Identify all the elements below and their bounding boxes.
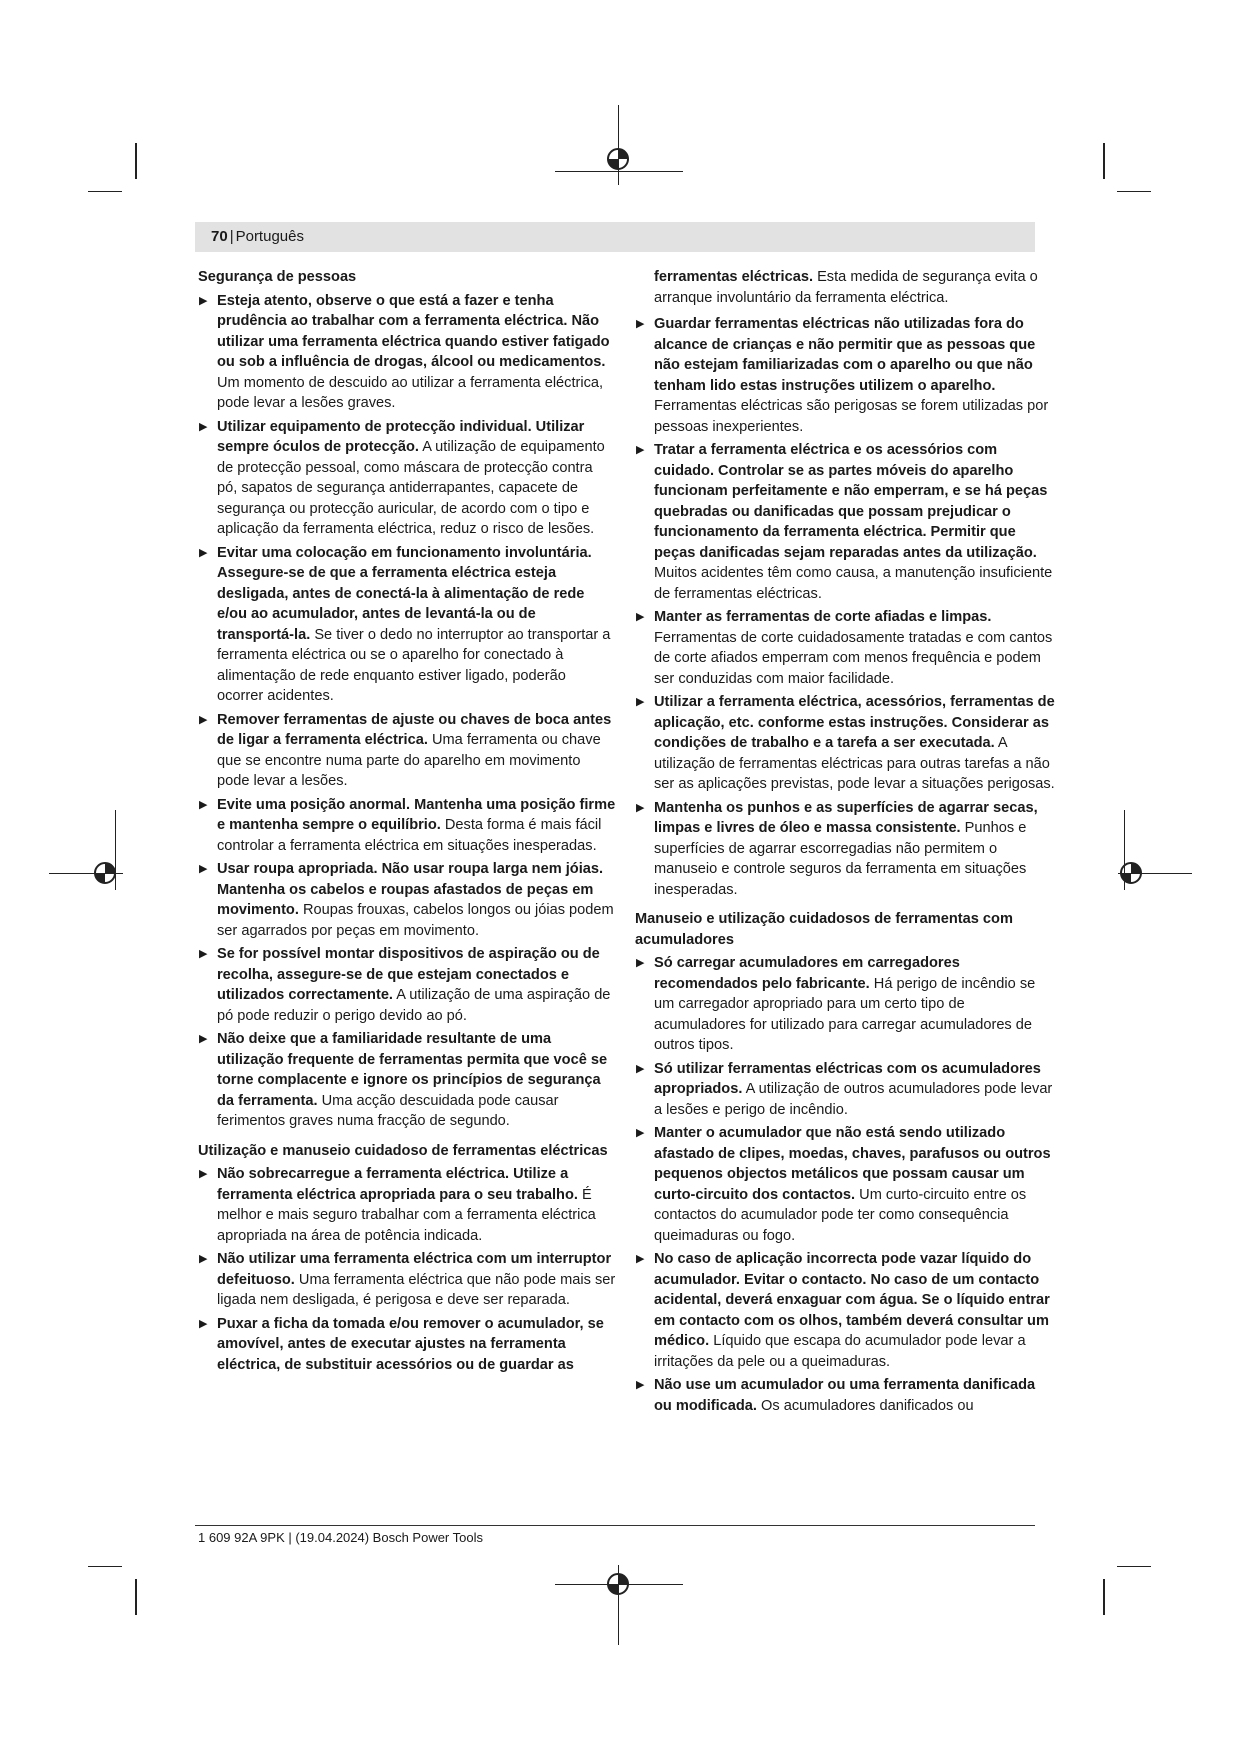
item-text: Um curto-circuito entre os contactos do acumulador pode ter como consequência queimaduras ou fogo. — [654, 1186, 1027, 1244]
bullet-triangle-icon: ▶ — [199, 1317, 208, 1330]
header-language: Português — [235, 228, 304, 245]
bullet-triangle-icon: ▶ — [199, 798, 208, 811]
crop-mark — [1117, 1566, 1151, 1567]
list-item — [198, 1249, 616, 1311]
item-bold-text: Utilizar a ferramenta eléctrica, acessórios, ferramentas de aplicação, etc. conforme estas instruções. Considerar as condições de trabalho e a tarefa a ser executada. — [654, 694, 1055, 751]
list-item — [198, 1314, 616, 1376]
item-text: Os acumuladores danificados ou — [756, 1397, 974, 1414]
list-item — [198, 1164, 616, 1246]
page-number: 70 — [211, 228, 228, 245]
bullet-triangle-icon: ▶ — [199, 948, 208, 960]
list-item — [198, 291, 616, 414]
registration-target-icon — [92, 860, 118, 886]
item-bold-text: Puxar a ficha da tomada e/ou remover o acumulador, se amovível, antes de executar ajustes na ferramenta eléctrica, de substituir acessórios ou de guardar as — [217, 1315, 604, 1373]
item-text: Ferramentas de corte cuidadosamente tratadas e com cantos de corte afiados emperram com menos frequência e podem ser conduzidas com maior facilidade. — [654, 629, 1053, 687]
bullet-triangle-icon: ▶ — [636, 801, 645, 814]
item-bold-text: Usar roupa apropriada. Não usar roupa larga nem jóias. Mantenha os cabelos e roupas afastados de peças em movimento. — [217, 861, 604, 918]
item-text: A utilização de outros acumuladores pode levar a lesões e perigo de incêndio. — [654, 1081, 1053, 1118]
item-text: Há perigo de incêndio se um carregador apropriado para um certo tipo de acumuladores for utilizado para carregar acumuladores de outros tipos. — [654, 975, 1036, 1053]
item-bold-text: Se for possível montar dispositivos de aspiração ou de recolha, assegure-se de que estejam conectados e utilizados correctamente. — [217, 946, 600, 1003]
list-item — [635, 692, 1055, 795]
list-item — [635, 1375, 1055, 1416]
list-item — [635, 1249, 1055, 1372]
bullet-triangle-icon: ▶ — [636, 1253, 645, 1265]
item-bold-text: Não utilizar uma ferramenta eléctrica com um interruptor defeituoso. — [217, 1251, 612, 1288]
item-bold-text: Não use um acumulador ou uma ferramenta danificada ou modificada. — [654, 1377, 1036, 1414]
item-text: Ferramentas eléctricas são perigosas se forem utilizadas por pessoas inexperientes. — [654, 398, 1049, 435]
item-text: Uma ferramenta eléctrica que não pode mais ser ligada nem desligada, é perigosa e deve ser reparada. — [217, 1271, 616, 1308]
list-item — [635, 607, 1055, 689]
list-item — [635, 440, 1055, 604]
list-item — [635, 1123, 1055, 1246]
item-bold-text: Guardar ferramentas eléctricas não utilizadas fora do alcance de crianças e não permitir que as pessoas que não estejam familiarizadas com o aparelho ou que não tenham lido estas instruções utilizem o aparelho. — [654, 316, 1036, 394]
item-text: É melhor e mais seguro trabalhar com a ferramenta eléctrica apropriada na área de potência indicada. — [217, 1186, 596, 1244]
bullet-triangle-icon: ▶ — [636, 318, 645, 330]
list-item — [198, 1029, 616, 1132]
item-bold-text: Remover ferramentas de ajuste ou chaves de boca antes de ligar a ferramenta eléctrica. — [217, 711, 612, 748]
section-title: Segurança de pessoas — [198, 269, 357, 285]
item-text: Se tiver o dedo no interruptor ao transportar a ferramenta eléctrica ou se o aparelho for conectado à alimentação de rede enquanto estiver ligado, poderão ocorrer acidentes. — [217, 626, 611, 704]
header-separator: | — [229, 228, 234, 245]
item-text: Um momento de descuido ao utilizar a ferramenta eléctrica, pode levar a lesões graves. — [217, 374, 604, 411]
bullet-triangle-icon: ▶ — [636, 957, 645, 969]
item-text: Roupas frouxas, cabelos longos ou jóias podem ser agarrados por peças em movimento. — [217, 902, 614, 939]
crop-mark — [1103, 1579, 1105, 1615]
item-text: Desta forma é mais fácil controlar a ferramenta eléctrica em situações inesperadas. — [217, 817, 602, 854]
item-bold-text: Tratar a ferramenta eléctrica e os acessórios com cuidado. Controlar se as partes móveis do aparelho funcionam perfeitamente e não emperram, e se há peças quebradas ou danificadas que possam prejudicar o funcionamento da ferramenta eléctrica. Permitir que peças danificadas sejam reparadas antes da utilização. — [654, 442, 1048, 561]
item-bold-text: Esteja atento, observe o que está a fazer e tenha prudência ao trabalhar com a ferramenta eléctrica. Não utilizar uma ferramenta eléctrica quando estiver fatigado ou sob a influência de drogas, álcool ou medicamentos. — [217, 292, 610, 370]
bullet-triangle-icon: ▶ — [636, 1127, 645, 1139]
footer-divider — [195, 1525, 1035, 1526]
bullet-triangle-icon: ▶ — [199, 294, 208, 307]
registration-target-icon — [1118, 860, 1144, 886]
item-bold-text: Manter as ferramentas de corte afiadas e limpas. — [654, 609, 992, 625]
item-text: A utilização de ferramentas eléctricas para outras tarefas a não ser as aplicações previstas, pode levar a situações perigosas. — [654, 735, 1055, 792]
list-item — [198, 417, 616, 540]
bullet-triangle-icon: ▶ — [199, 713, 208, 726]
item-bold-text: Manter o acumulador que não está sendo utilizado afastado de clipes, moedas, chaves, parafusos ou outros pequenos objectos metálicos que possam causar um curto-circuito dos contactos. — [654, 1125, 1051, 1203]
bullet-triangle-icon: ▶ — [636, 611, 645, 623]
list-item — [635, 314, 1055, 437]
right-column — [635, 267, 1055, 1419]
bullet-triangle-icon: ▶ — [636, 1379, 645, 1391]
list-item — [198, 543, 616, 707]
registration-target-icon — [605, 146, 631, 172]
crop-mark — [88, 191, 122, 192]
item-text: A utilização de uma aspiração de pó pode reduzir o perigo devido ao pó. — [217, 987, 611, 1024]
left-column — [198, 267, 616, 1378]
list-item — [198, 795, 616, 857]
registration-target-icon — [605, 1571, 631, 1597]
item-bold-text: Mantenha os punhos e as superfícies de agarrar secas, limpas e livres de óleo e massa consistente. — [654, 799, 1038, 836]
item-bold-text: Utilizar equipamento de protecção individual. Utilizar sempre óculos de protecção. — [217, 418, 585, 455]
item-bold-text: No caso de aplicação incorrecta pode vazar líquido do acumulador. Evitar o contacto. No caso de um contacto acidental, deverá enxaguar com água. Se o líquido entrar em contacto com os olhos, também deverá consultar um médico. — [654, 1251, 1050, 1349]
continued-item — [635, 267, 1055, 308]
bullet-triangle-icon: ▶ — [199, 1033, 208, 1045]
item-text: Punhos e superfícies de agarrar escorregadias não permitem o manuseio e controle seguros da ferramenta em situações inesperadas. — [654, 820, 1027, 898]
bullet-triangle-icon: ▶ — [199, 1253, 208, 1265]
bullet-triangle-icon: ▶ — [199, 420, 208, 433]
item-bold-text: Não deixe que a familiaridade resultante de uma utilização frequente de ferramentas permita que você se torne complacente e ignore os princípios de segurança da ferramenta. — [217, 1031, 608, 1109]
bullet-triangle-icon: ▶ — [199, 546, 208, 559]
bullet-triangle-icon: ▶ — [199, 863, 208, 875]
list-item — [635, 798, 1055, 901]
crop-mark — [1103, 143, 1105, 179]
crop-mark — [1117, 191, 1151, 192]
section-title: Manuseio e utilização cuidadosos de ferramentas com acumuladores — [635, 911, 1013, 948]
bullet-triangle-icon: ▶ — [199, 1168, 208, 1180]
list-item — [198, 710, 616, 792]
item-text: Uma ferramenta ou chave que se encontre numa parte do aparelho em movimento pode levar a lesões. — [217, 732, 601, 789]
page-footer: 1 609 92A 9PK | (19.04.2024) Bosch Power Tools — [198, 1530, 483, 1545]
section-title: Utilização e manuseio cuidadoso de ferramentas eléctricas — [198, 1142, 608, 1159]
item-bold-text: Não sobrecarregue a ferramenta eléctrica. Utilize a ferramenta eléctrica apropriada para o seu trabalho. — [217, 1166, 578, 1203]
bullet-triangle-icon: ▶ — [636, 444, 645, 456]
item-text: Líquido que escapa do acumulador pode levar a irritações da pele ou a queimaduras. — [654, 1333, 1026, 1370]
crop-mark — [135, 1579, 137, 1615]
bullet-triangle-icon: ▶ — [636, 696, 645, 708]
list-item — [198, 944, 616, 1026]
item-bold-text: Só utilizar ferramentas eléctricas com os acumuladores apropriados. — [654, 1060, 1041, 1097]
bullet-triangle-icon: ▶ — [636, 1062, 645, 1075]
item-text: Uma acção descuidada pode causar ferimentos graves numa fracção de segundo. — [217, 1092, 559, 1129]
item-bold-text: Só carregar acumuladores em carregadores recomendados pelo fabricante. — [654, 955, 960, 992]
crop-mark — [135, 143, 137, 179]
list-item — [635, 1059, 1055, 1121]
crop-mark — [88, 1566, 122, 1567]
item-bold-text: Evite uma posição anormal. Mantenha uma posição firme e mantenha sempre o equilíbrio. — [217, 796, 616, 833]
item-text: Muitos acidentes têm como causa, a manutenção insuficiente de ferramentas eléctricas. — [654, 565, 1053, 602]
list-item — [198, 859, 616, 941]
registration-line — [618, 105, 619, 185]
page-header — [195, 222, 1035, 252]
item-bold-text: Evitar uma colocação em funcionamento involuntária. Assegure-se de que a ferramenta eléctrica esteja desligada, antes de conectá-la à alimentação de rede e/ou ao acumulador, antes de levantá-la ou de transportá-la. — [217, 544, 592, 643]
item-bold-text: ferramentas eléctricas. — [654, 269, 814, 285]
list-item — [635, 953, 1055, 1056]
item-text: A utilização de equipamento de protecção pessoal, como máscara de protecção contra pó, sapatos de segurança antiderrapantes, capacete de segurança ou protecção auricular, de acordo com o tipo e aplicação da ferramenta eléctrica, reduz o risco de lesões. — [217, 439, 605, 537]
item-text: Esta medida de segurança evita o arranque involuntário da ferramenta eléctrica. — [654, 269, 1038, 306]
